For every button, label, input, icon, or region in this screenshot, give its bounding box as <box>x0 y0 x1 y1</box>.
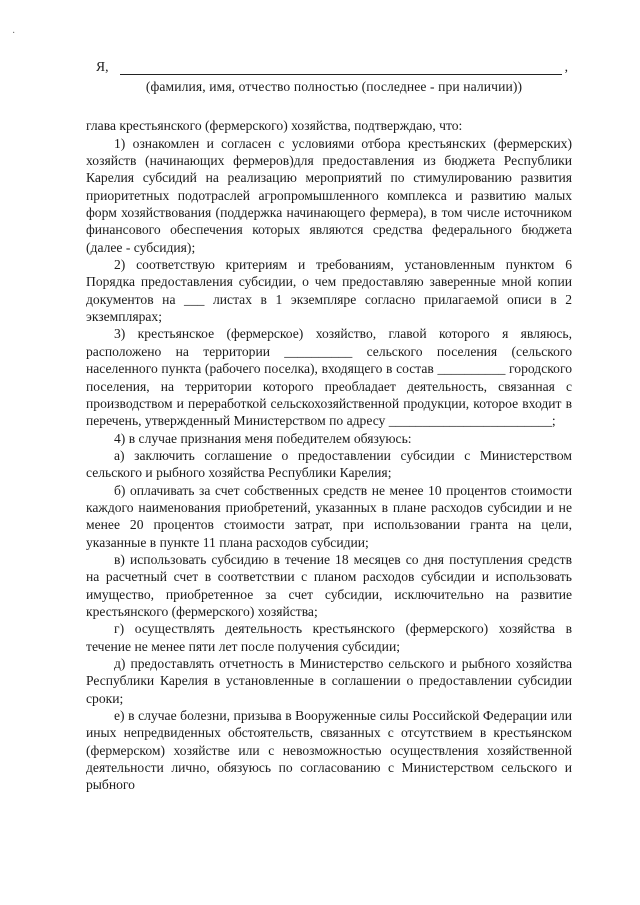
document-page <box>86 54 572 794</box>
name-fill-blank <box>120 74 562 75</box>
paragraph-8: г) осуществлять деятельность крестьянского (фермерского) хозяйства в течение не менее пяти лет после получения субсидии; <box>86 621 572 654</box>
paragraph-2: 2) соответствую критериям и требованиям, установленным пунктом 6 Порядка предоставления субсидии, о чем предоставляю заверенные мной копии документов на ___ листах в 1 экземпляре согласно прилагаемой описи в 2 экземплярах; <box>86 257 572 325</box>
paragraph-6: б) оплачивать за счет собственных средств не менее 10 процентов стоимости каждого наименования приобретений, указанных в плане расходов субсидии и не менее 20 процентов стоимости затрат, при использовании гранта на цели, указанные в пункте 11 плана расходов субсидии; <box>86 482 572 550</box>
scan-speck: · <box>12 28 16 39</box>
paragraph-10: е) в случае болезни, призыва в Вооруженные силы Российской Федерации или иных непредвиденных обстоятельств, связанных с отсутствием в крестьянском (фермерском) хозяйстве или с невозможностью осуществления хозяйственной деятельности лично, обязуюсь по согласованию с Министерством сельского и рыбного <box>86 708 572 793</box>
document-body <box>86 117 572 793</box>
paragraph-3: 3) крестьянское (фермерское) хозяйство, главой которого я являюсь, расположено на территории __________ сельского поселения (сельского населенного пункта (рабочего поселка), входящего в состав __________ городского поселения, на территории которого преобладает деятельность, связанная с производством и переработкой сельскохозяйственной продукции, которое входит в перечень, утвержденный Министерством по адресу ________________________; <box>86 326 572 429</box>
applicant-prefix: Я, <box>96 59 109 74</box>
paragraph-5: а) заключить соглашение о предоставлении субсидии с Министерством сельского и рыбного хозяйства Республики Карелия; <box>86 447 572 481</box>
paragraph-0: глава крестьянского (фермерского) хозяйства, подтверждаю, что: <box>86 118 463 134</box>
paragraph-9: д) предоставлять отчетность в Министерство сельского и рыбного хозяйства Республики Карелия в установленные в соглашении о предоставлении субсидии сроки; <box>86 656 572 706</box>
name-caption: (фамилия, имя, отчество полностью (последнее - при наличии)) <box>145 79 523 94</box>
paragraph-1: 1) ознакомлен и согласен с условиями отбора крестьянских (фермерских) хозяйств (начинающих фермеров)для предоставления из бюджета Республики Карелия субсидий на реализацию мероприятий по стимулированию развития приоритетных подотраслей агропромышленного комплекса и развитию малых форм хозяйствования (поддержка начинающего фермера), в том числе источником финансового обеспечения которых являются средства федерального бюджета (далее - субсидия); <box>86 135 572 255</box>
applicant-suffix: , <box>564 59 568 74</box>
applicant-name-line <box>86 58 572 78</box>
paragraph-4: 4) в случае признания меня победителем обязуюсь: <box>114 430 412 446</box>
paragraph-7: в) использовать субсидию в течение 18 месяцев со дня поступления средств на расчетный счет в соответствии с планом расходов субсидии и использовать имущество, приобретенное за счет субсидии, исключительно на развитие крестьянского (фермерского) хозяйства; <box>86 551 572 619</box>
